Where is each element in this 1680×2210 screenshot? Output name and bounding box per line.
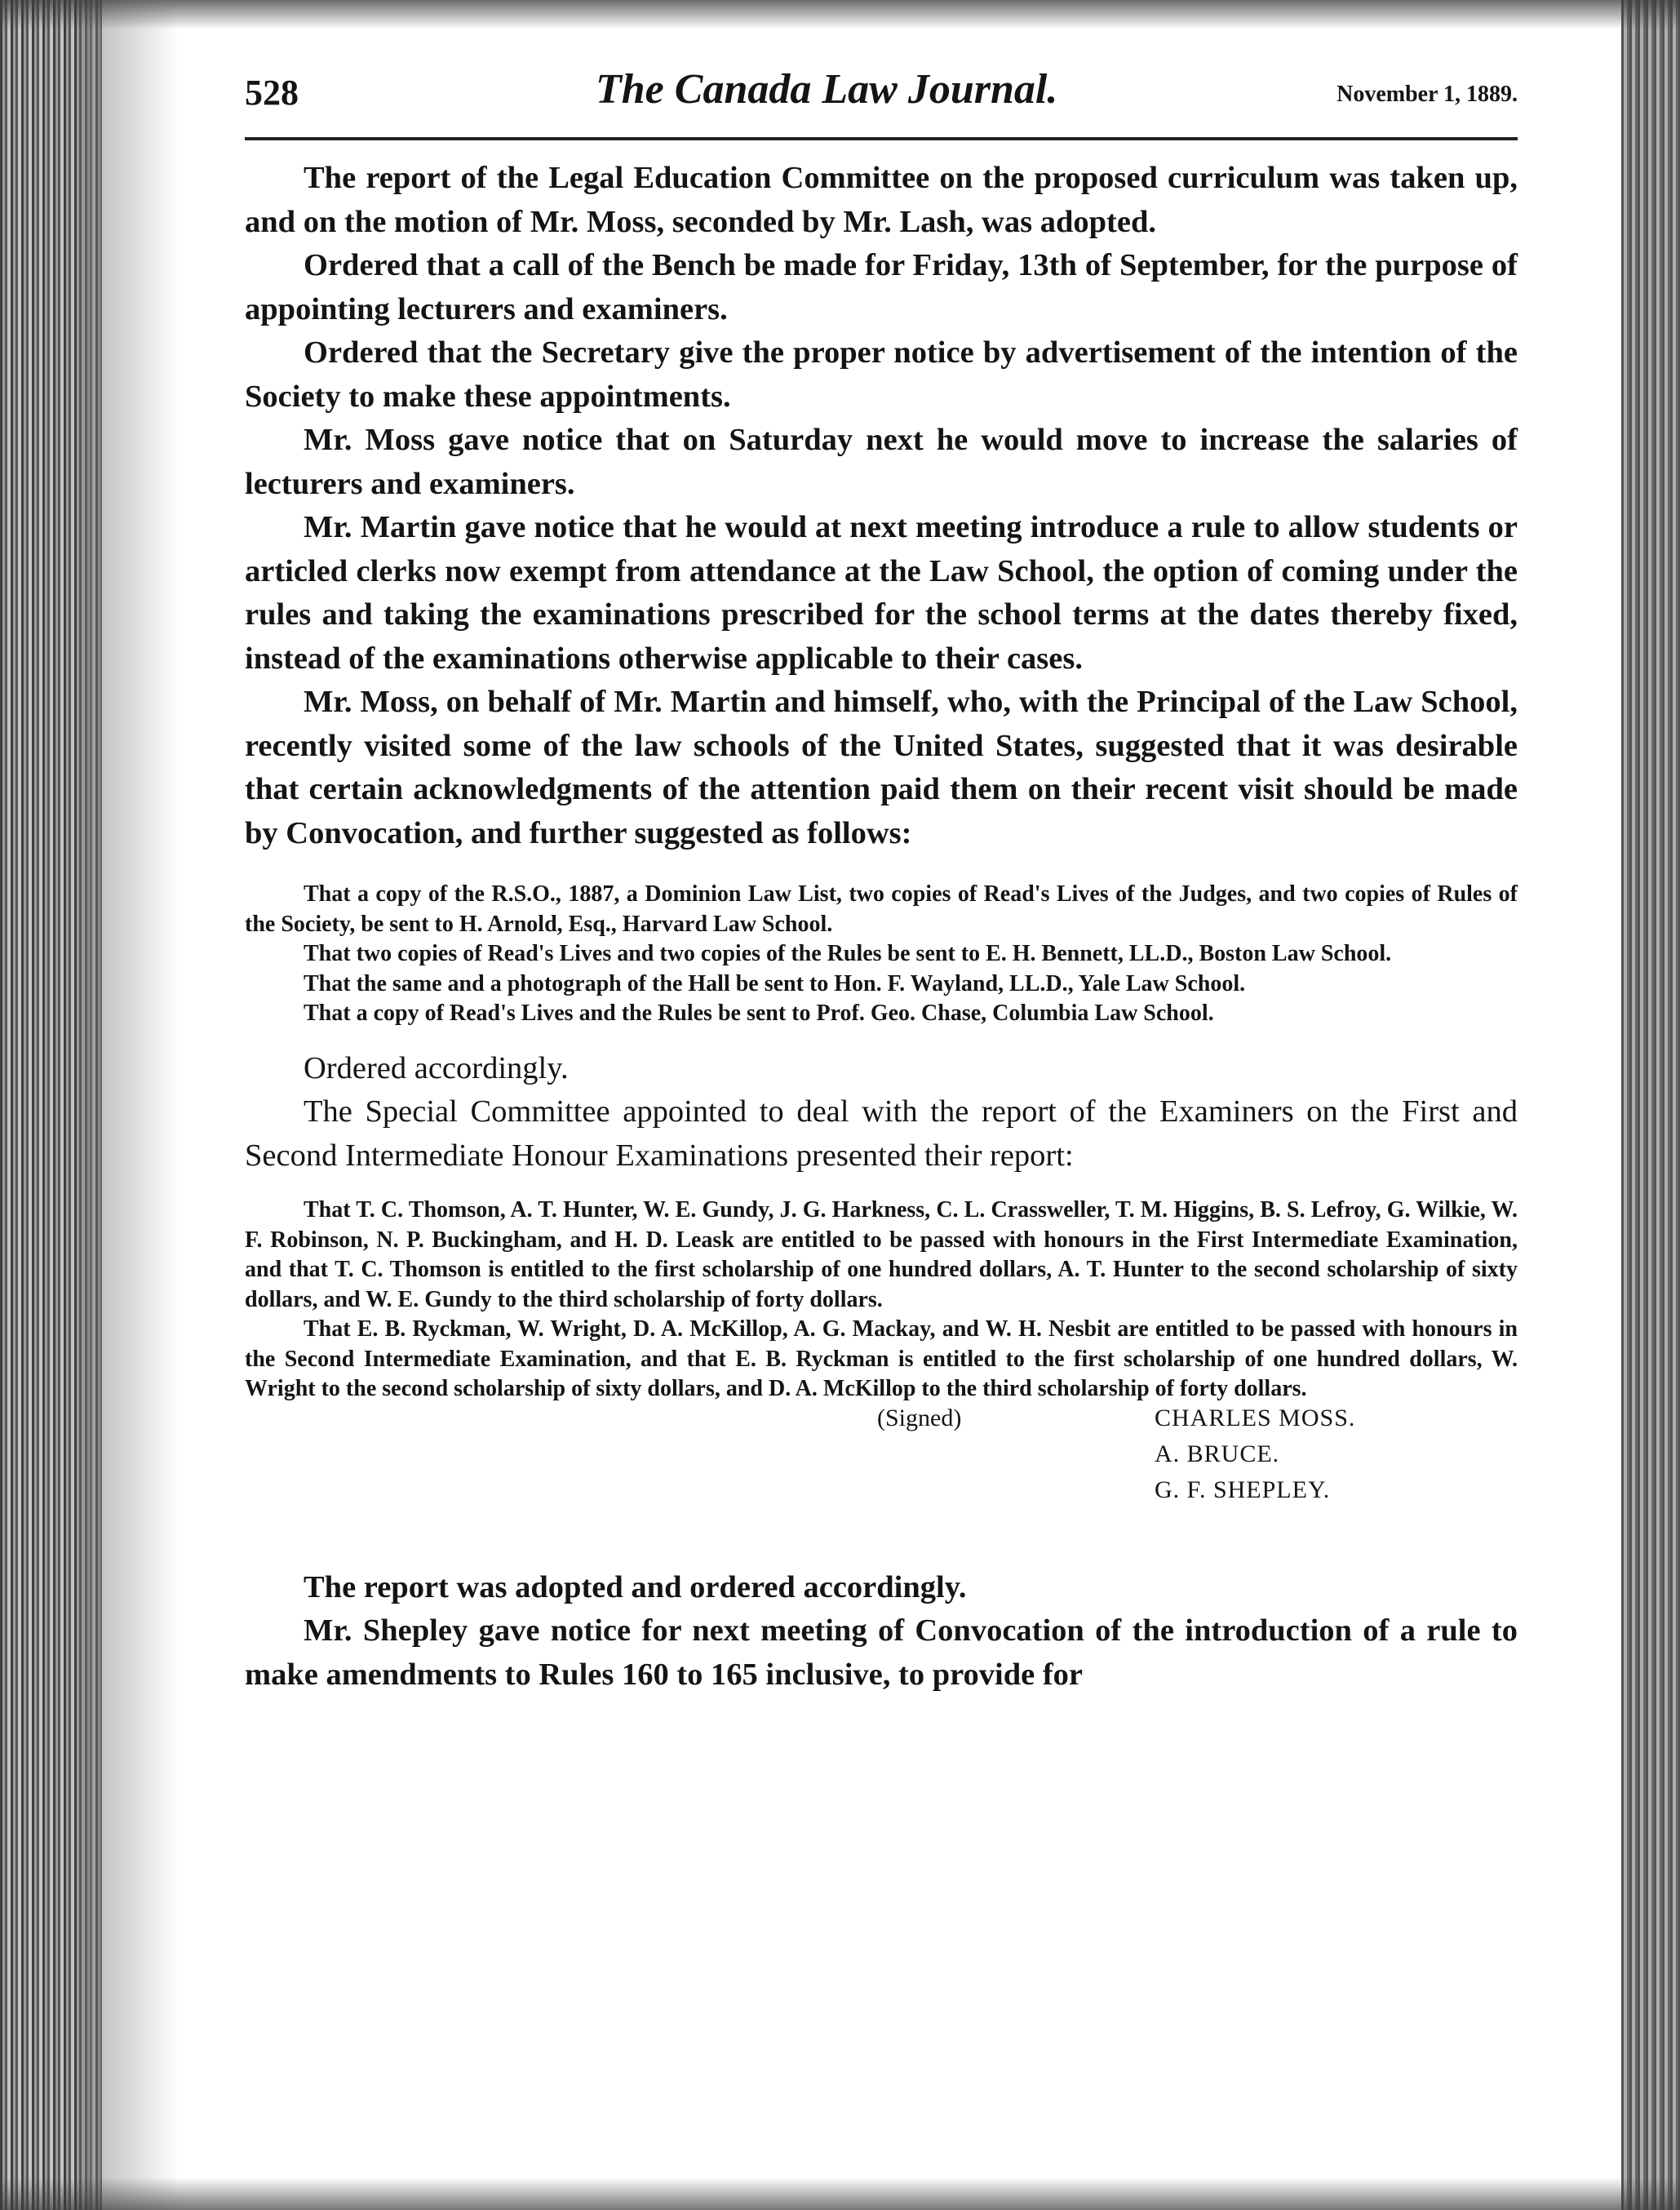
paragraph: The report of the Legal Education Committee on the proposed curriculum was taken up, and on the motion of Mr. Moss, seconded by Mr. Lash, was adopted. <box>245 161 1518 239</box>
journal-title: The Canada Law Journal. <box>596 66 1058 113</box>
scan-right-edge <box>1621 0 1680 2210</box>
page-number: 528 <box>245 73 299 113</box>
gift-item: That a copy of Read's Lives and the Rules be sent to Prof. Geo. Chase, Columbia Law School. <box>304 1001 1214 1026</box>
issue-date: November 1, 1889. <box>1336 82 1518 107</box>
header-rule <box>245 137 1518 140</box>
paragraph: Mr. Moss, on behalf of Mr. Martin and himself, who, with the Principal of the Law School, recently visited some of the law schools of the United States, suggested that it was desirable that certain acknowledgments of the attention paid them on their recent visit should be made by Convocation, and further suggested as follows: <box>245 685 1518 850</box>
signed-label: (Signed) <box>877 1404 962 1431</box>
paragraph: Ordered that the Secretary give the proper notice by advertisement of the intention of the Society to make these appointments. <box>245 335 1518 414</box>
committee-report <box>245 1196 1518 1405</box>
paragraph: Ordered that a call of the Bench be made for Friday, 13th of September, for the purpose of appointing lecturers and examiners. <box>245 248 1518 326</box>
signatory: CHARLES MOSS. <box>1155 1404 1356 1431</box>
gift-item: That two copies of Read's Lives and two copies of the Rules be sent to E. H. Bennett, LL.D., Boston Law School. <box>304 941 1392 966</box>
paragraph: Mr. Shepley gave notice for next meeting of Convocation of the introduction of a rule to make amendments to Rules 160 to 165 inclusive, to provide for <box>245 1613 1518 1692</box>
scan-top-edge <box>0 0 1680 29</box>
report-item: That E. B. Ryckman, W. Wright, D. A. McKillop, A. G. Mackay, and W. H. Nesbit are entitled to be passed with honours in the Second Intermediate Examination, and that E. B. Ryckman is entitled to the first scholarship of one hundred dollars, W. Wright to the second scholarship of sixty dollars, and D. A. McKillop to the third scholarship of forty dollars. <box>245 1316 1518 1401</box>
gifts-list <box>245 880 1518 1029</box>
report-item: That T. C. Thomson, A. T. Hunter, W. E. Gundy, J. G. Harkness, C. L. Crassweller, T. M. Higgins, B. S. Lefroy, G. Wilkie, W. F. Robinson, N. P. Buckingham, and H. D. Leask are entitled to be passed with honours in the First Intermediate Examination, and that T. C. Thomson is entitled to the first scholarship of one hundred dollars, A. T. Hunter to the second scholarship of sixty dollars, and W. E. Gundy to the third scholarship of forty dollars. <box>245 1197 1518 1312</box>
signatures <box>245 1405 1518 1540</box>
scan-bottom-edge <box>0 2177 1680 2210</box>
scan-left-shadow <box>82 0 180 2210</box>
gift-item: That the same and a photograph of the Hall be sent to Hon. F. Wayland, LL.D., Yale Law School. <box>304 970 1246 996</box>
paragraph: The report was adopted and ordered accordingly. <box>304 1569 967 1604</box>
gift-item: That a copy of the R.S.O., 1887, a Dominion Law List, two copies of Read's Lives of the Judges, and two copies of Rules of the Society, be sent to H. Arnold, Esq., Harvard Law School. <box>245 881 1518 937</box>
signatory: A. BRUCE. <box>1155 1440 1280 1467</box>
page-body <box>245 157 1518 1697</box>
paragraph: Ordered accordingly. <box>304 1050 569 1085</box>
page-header <box>245 65 1518 114</box>
paragraph: The Special Committee appointed to deal with the report of the Examiners on the First and Second Intermediate Honour Examinations presented their report: <box>245 1094 1518 1173</box>
signatory: G. F. SHEPLEY. <box>1155 1476 1331 1503</box>
paragraph: Mr. Moss gave notice that on Saturday next he would move to increase the salaries of lecturers and examiners. <box>245 423 1518 501</box>
paragraph: Mr. Martin gave notice that he would at next meeting introduce a rule to allow students or articled clerks now exempt from attendance at the Law School, the option of coming under the rules and taking the examinations prescribed for the school terms at the dates thereby fixed, instead of the examinations otherwise applicable to their cases. <box>245 510 1518 676</box>
